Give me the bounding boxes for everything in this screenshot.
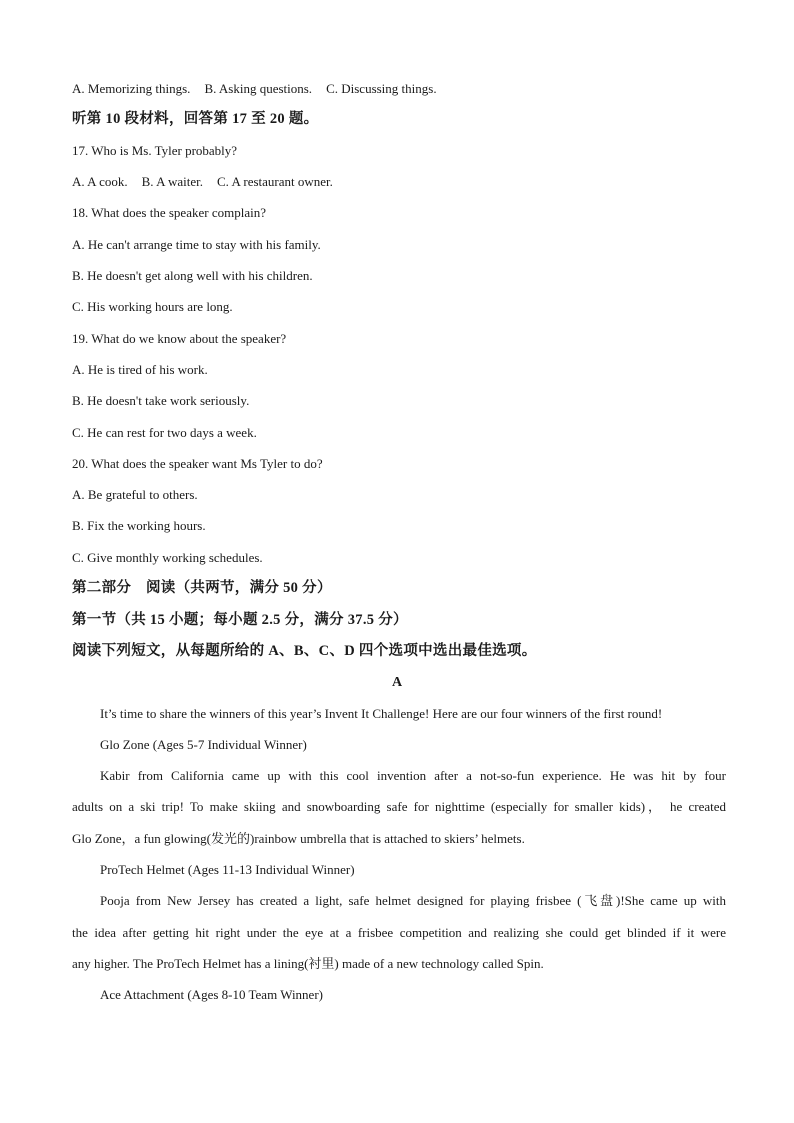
q19-option-b: B. He doesn't take work seriously. — [72, 393, 250, 408]
q17-options — [72, 173, 333, 191]
q17-question: 17. Who is Ms. Tyler probably? — [72, 143, 238, 158]
glo-zone-line-3: Glo Zone，a fun glowing(发光的)rainbow umbrella that is attached to skiers’ helmets. — [72, 831, 525, 846]
q16-option-c: C. Discussing things. — [326, 81, 437, 96]
protech-line-2: the idea after getting hit right under the eye at a frisbee competition and realizing she could get blinded if it were — [72, 925, 726, 940]
q16-option-a: A. Memorizing things. — [72, 81, 191, 96]
protech-line-3: any higher. The ProTech Helmet has a lining(衬里) made of a new technology called Spin. — [72, 956, 544, 971]
q16-option-b: B. Asking questions. — [204, 81, 313, 96]
glo-zone-line-1: Kabir from California came up with this cool invention after a not-so-fun experience. He was hit by four — [100, 768, 726, 783]
q19-option-a: A. He is tired of his work. — [72, 362, 208, 377]
q16-options — [72, 80, 437, 98]
section1-title: 第一节（共 15 小题；每小题 2.5 分，满分 37.5 分） — [72, 612, 408, 628]
q20-option-b: B. Fix the working hours. — [72, 518, 206, 533]
q17-option-c: C. A restaurant owner. — [217, 174, 333, 189]
q19-option-c: C. He can rest for two days a week. — [72, 425, 257, 440]
ace-attachment-heading: Ace Attachment (Ages 8-10 Team Winner) — [100, 987, 323, 1002]
q18-option-a: A. He can't arrange time to stay with his family. — [72, 237, 321, 252]
q20-option-a: A. Be grateful to others. — [72, 487, 198, 502]
passage-intro: It’s time to share the winners of this year’s Invent It Challenge! Here are our four winners of the first round! — [100, 706, 663, 721]
section10-instruction: 听第 10 段材料，回答第 17 至 20 题。 — [72, 111, 319, 127]
q18-question: 18. What does the speaker complain? — [72, 205, 266, 220]
glo-zone-heading: Glo Zone (Ages 5-7 Individual Winner) — [100, 737, 307, 752]
q18-option-c: C. His working hours are long. — [72, 299, 233, 314]
q19-question: 19. What do we know about the speaker? — [72, 331, 287, 346]
protech-line-1: Pooja from New Jersey has created a light, safe helmet designed for playing frisbee (飞盘)!She came up with — [100, 893, 726, 908]
q17-option-a: A. A cook. — [72, 174, 128, 189]
q20-option-c: C. Give monthly working schedules. — [72, 550, 263, 565]
q20-question: 20. What does the speaker want Ms Tyler to do? — [72, 456, 323, 471]
q17-option-b: B. A waiter. — [141, 174, 204, 189]
part2-title: 第二部分 阅读（共两节，满分 50 分） — [72, 580, 332, 596]
glo-zone-line-2: adults on a ski trip! To make skiing and snowboarding safe for nighttime (especially for smaller kids)， he created — [72, 799, 726, 814]
reading-instruction: 阅读下列短文，从每题所给的 A、B、C、D 四个选项中选出最佳选项。 — [72, 643, 537, 659]
protech-heading: ProTech Helmet (Ages 11-13 Individual Winner) — [100, 862, 355, 877]
q18-option-b: B. He doesn't get along well with his children. — [72, 268, 313, 283]
passage-label: A — [391, 675, 403, 690]
